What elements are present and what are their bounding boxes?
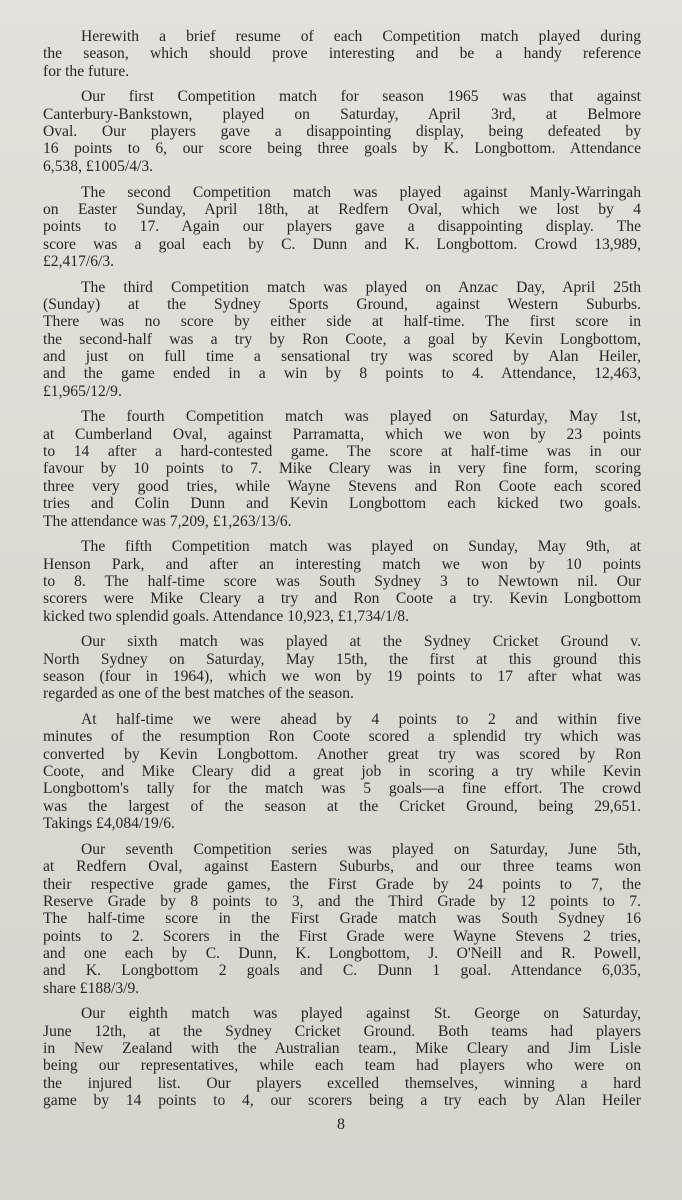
text-line: £1,965/12/9. bbox=[43, 382, 122, 400]
text-line: favour by 10 points to 7. Mike Cleary was in very fine form, scoring bbox=[43, 460, 641, 478]
text-line: tries and Colin Dunn and Kevin Longbottom each kicked two goals. bbox=[43, 495, 641, 513]
text-line: The attendance was 7,209, £1,263/13/6. bbox=[43, 512, 292, 530]
text-line: and K. Longbottom 2 goals and C. Dunn 1 goal. Attendance 6,035, bbox=[43, 962, 641, 980]
text-line: The fifth Competition match was played on Sunday, May 9th, at bbox=[81, 538, 641, 556]
text-line: season (four in 1964), which we won by 19 points to 17 after what was bbox=[43, 668, 641, 686]
text-line: Herewith a brief resume of each Competition match played during bbox=[81, 28, 641, 45]
text-line: and one each by C. Dunn, K. Longbottom, J. O'Neill and R. Powell, bbox=[43, 944, 641, 962]
text-line: and just on full time a sensational try was scored by Alan Heiler, bbox=[43, 348, 641, 366]
paragraph-match-7 bbox=[43, 841, 641, 997]
text-line: The fourth Competition match was played on Saturday, May 1st, bbox=[81, 408, 641, 426]
text-line: Henson Park, and after an interesting match we won by 10 points bbox=[43, 555, 641, 573]
paragraph-match-1 bbox=[43, 88, 641, 175]
page-number: 8 bbox=[337, 1116, 345, 1133]
text-line: Reserve Grade by 8 points to 3, and the Third Grade by 12 points to 7. bbox=[43, 892, 641, 910]
text-line: Canterbury-Bankstown, played on Saturday, April 3rd, at Belmore bbox=[43, 105, 641, 123]
text-line: June 12th, at the Sydney Cricket Ground. Both teams had players bbox=[43, 1022, 641, 1040]
text-line: Coote, and Mike Cleary did a great job in scoring a try while Kevin bbox=[43, 763, 641, 781]
paragraph-match-5 bbox=[43, 538, 641, 625]
text-line: The second Competition match was played against Manly-Warringah bbox=[81, 183, 641, 201]
text-line: 6,538, £1005/4/3. bbox=[43, 157, 154, 175]
text-line: on Easter Sunday, April 18th, at Redfern Oval, which we lost by 4 bbox=[43, 200, 641, 218]
text-line: (Sunday) at the Sydney Sports Ground, against Western Suburbs. bbox=[43, 295, 641, 313]
text-line: in New Zealand with the Australian team., Mike Cleary and Jim Lisle bbox=[43, 1040, 641, 1058]
paragraph-match-8 bbox=[43, 1005, 641, 1109]
text-line: minutes of the resumption Ron Coote scored a splendid try which was bbox=[43, 728, 641, 746]
paragraph-match-4 bbox=[43, 408, 641, 529]
text-line: game by 14 points to 4, our scorers being a try each by Alan Heiler bbox=[43, 1092, 641, 1110]
paragraph-match-3 bbox=[43, 279, 641, 400]
text-line: At half-time we were ahead by 4 points to 2 and within five bbox=[81, 711, 641, 729]
text-line: 16 points to 6, our score being three goals by K. Longbottom. Attendance bbox=[43, 140, 641, 158]
text-line: score was a goal each by C. Dunn and K. Longbottom. Crowd 13,989, bbox=[43, 235, 641, 253]
paragraph-match-6 bbox=[43, 633, 641, 702]
text-line: Our eighth match was played against St. George on Saturday, bbox=[81, 1005, 641, 1023]
text-line: the season, which should prove interesting and be a handy reference bbox=[43, 45, 641, 63]
text-line: points to 2. Scorers in the First Grade were Wayne Stevens 2 tries, bbox=[43, 927, 641, 945]
text-line: North Sydney on Saturday, May 15th, the first at this ground this bbox=[43, 650, 641, 668]
text-line: the second-half was a try by Ron Coote, a goal by Kevin Longbottom, bbox=[43, 330, 641, 348]
text-line: and the game ended in a win by 8 points to 4. Attendance, 12,463, bbox=[43, 365, 641, 383]
text-line: three very good tries, while Wayne Stevens and Ron Coote each scored bbox=[43, 477, 641, 495]
text-column bbox=[43, 28, 641, 1118]
text-line: The half-time score in the First Grade match was South Sydney 16 bbox=[43, 910, 641, 928]
text-line: the injured list. Our players excelled themselves, winning a hard bbox=[43, 1074, 641, 1092]
text-line: regarded as one of the best matches of the season. bbox=[43, 685, 354, 703]
text-line: share £188/3/9. bbox=[43, 979, 140, 997]
paragraph-match-6-continued bbox=[43, 711, 641, 832]
text-line: to 14 after a hard-contested game. The score at half-time was in our bbox=[43, 443, 641, 461]
text-line: Takings £4,084/19/6. bbox=[43, 815, 175, 833]
text-line: kicked two splendid goals. Attendance 10,923, £1,734/1/8. bbox=[43, 607, 409, 625]
paragraph-intro bbox=[43, 28, 641, 80]
text-line: The third Competition match was played on Anzac Day, April 25th bbox=[81, 278, 641, 296]
text-line: their respective grade games, the First Grade by 24 points to 7, the bbox=[43, 875, 641, 893]
text-line: Oval. Our players gave a disappointing display, being defeated by bbox=[43, 123, 641, 141]
text-line: There was no score by either side at half-time. The first score in bbox=[43, 313, 641, 331]
text-line: points to 17. Again our players gave a disappointing display. The bbox=[43, 218, 641, 236]
text-line: was the largest of the season at the Cricket Ground, being 29,651. bbox=[43, 797, 641, 815]
text-line: Longbottom's tally for the match was 5 goals—a fine effort. The crowd bbox=[43, 780, 641, 798]
text-line: being our representatives, while each team had players who were on bbox=[43, 1057, 641, 1075]
text-line: £2,417/6/3. bbox=[43, 252, 115, 270]
paragraph-match-2 bbox=[43, 184, 641, 271]
text-line: at Cumberland Oval, against Parramatta, which we won by 23 points bbox=[43, 425, 641, 443]
text-line: at Redfern Oval, against Eastern Suburbs, and our three teams won bbox=[43, 858, 641, 876]
text-line: Our first Competition match for season 1965 was that against bbox=[81, 88, 641, 106]
text-line: to 8. The half-time score was South Sydney 3 to Newtown nil. Our bbox=[43, 572, 641, 590]
text-line: for the future. bbox=[43, 62, 130, 80]
text-line: Our seventh Competition series was played on Saturday, June 5th, bbox=[81, 840, 641, 858]
text-line: converted by Kevin Longbottom. Another great try was scored by Ron bbox=[43, 745, 641, 763]
text-line: scorers were Mike Cleary a try and Ron Coote a try. Kevin Longbottom bbox=[43, 590, 641, 608]
text-line: Our sixth match was played at the Sydney Cricket Ground v. bbox=[81, 633, 641, 651]
